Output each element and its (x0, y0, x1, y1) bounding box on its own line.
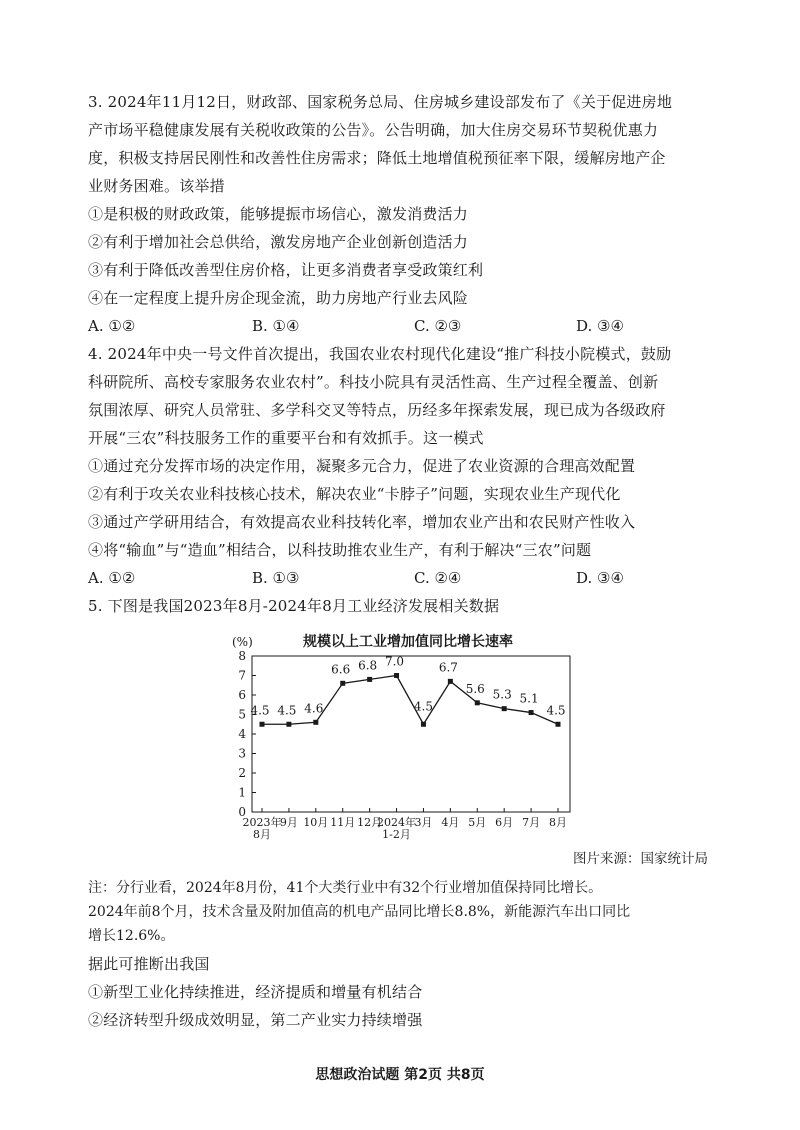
series-line (262, 676, 558, 725)
q3-stem-line: 业财务困难。该举措 (88, 177, 225, 195)
q3-statement: ③有利于降低改善型住房价格，让更多消费者享受政策红利 (88, 261, 484, 279)
x-tick-label: 1-2月 (382, 828, 411, 841)
x-tick-label: 10月 (303, 816, 329, 829)
q4-statement: ③通过产学研用结合，有效提高农业科技转化率，增加农业产出和农民财产性收入 (88, 513, 636, 531)
data-point-marker (448, 679, 453, 684)
x-tick-label: 12月 (357, 816, 383, 829)
y-tick-label: 1 (238, 785, 246, 800)
data-point-marker (502, 706, 507, 711)
q4-option-b[interactable]: B. ①③ (252, 569, 300, 587)
x-tick-label: 4月 (441, 816, 460, 829)
q4-option-a[interactable]: A. ①② (88, 569, 136, 587)
growth-line-chart (232, 628, 572, 850)
data-point-marker (286, 722, 291, 727)
q5-note-line: 增长12.6%。 (88, 928, 175, 944)
page-footer: 思想政治试题 第2页 共8页 (315, 1067, 485, 1083)
y-tick-label: 5 (238, 707, 246, 722)
data-value-label: 4.5 (277, 703, 297, 718)
y-axis-unit-label: (%) (232, 635, 253, 649)
x-tick-label: 5月 (468, 816, 487, 829)
data-point-marker (313, 720, 318, 725)
data-value-label: 6.7 (438, 660, 458, 675)
data-value-label: 5.6 (465, 681, 485, 696)
plot-frame (252, 656, 570, 812)
x-tick-label: 8月 (253, 828, 271, 841)
q3-options (88, 314, 728, 338)
x-tick-label: 7月 (522, 816, 541, 829)
q5-stem: 5. 下图是我国2023年8月-2024年8月工业经济发展相关数据 (88, 597, 500, 615)
q4-stem-line: 开展“三农”科技服务工作的重要平台和有效抓手。这一模式 (88, 429, 484, 447)
y-tick-label: 4 (238, 727, 246, 741)
y-tick-label: 6 (238, 688, 246, 702)
x-tick-label: 2023年 (242, 816, 282, 829)
q5-note-line: 注：分行业看，2024年8月份，41个大类行业中有32个行业增加值保持同比增长。 (88, 880, 603, 896)
q5-note-line: 2024年前8个月，技术含量及附加值高的机电产品同比增长8.8%，新能源汽车出口同比 (88, 904, 631, 920)
data-value-label: 5.1 (519, 691, 539, 706)
data-value-label: 4.5 (413, 699, 434, 714)
data-point-marker (394, 673, 399, 678)
data-value-label: 4.5 (250, 703, 270, 718)
data-value-label: 6.6 (331, 662, 351, 677)
q5-lead: 据此可推断出我国 (88, 955, 210, 973)
data-point-marker (556, 722, 561, 727)
q3-option-b[interactable]: B. ①④ (252, 317, 300, 335)
q3-statement: ②有利于增加社会总供给，激发房地产企业创新创造活力 (88, 233, 469, 251)
x-tick-label: 6月 (495, 816, 514, 829)
data-point-marker (421, 722, 426, 727)
chart-title: 规模以上工业增加值同比增长速率 (303, 634, 513, 650)
q4-statement: ④将“输血”与“造血”相结合，以科技助推农业生产，有利于解决“三农”问题 (88, 541, 592, 559)
data-value-label: 4.6 (304, 701, 324, 716)
q4-options (88, 566, 728, 590)
data-point-marker (475, 700, 480, 705)
data-point-marker (260, 722, 265, 727)
x-tick-label: 3月 (414, 816, 433, 829)
y-tick-label: 8 (238, 649, 246, 663)
data-value-label: 7.0 (384, 654, 405, 669)
x-tick-label: 2024年 (377, 816, 417, 829)
q3-stem-line: 3. 2024年11月12日，财政部、国家税务总局、住房城乡建设部发布了《关于促进房地 (88, 93, 673, 111)
q4-option-d[interactable]: D. ③④ (576, 569, 624, 587)
x-tick-label: 8月 (549, 816, 567, 829)
q3-statement: ①是积极的财政政策，能够提振市场信心，激发消费活力 (88, 205, 469, 223)
q3-option-d[interactable]: D. ③④ (576, 317, 624, 335)
data-value-label: 5.3 (492, 687, 512, 702)
chart-svg (232, 628, 572, 850)
y-tick-label: 7 (238, 668, 246, 683)
chart-source: 图片来源：国家统计局 (573, 851, 708, 867)
y-tick-label: 3 (238, 746, 246, 761)
q4-statement: ②有利于攻关农业科技核心技术，解决农业“卡脖子”问题，实现农业生产现代化 (88, 485, 621, 503)
q4-option-c[interactable]: C. ②④ (414, 569, 462, 587)
q4-stem-line: 4. 2024年中央一号文件首次提出，我国农业农村现代化建设“推广科技小院模式，鼓励 (88, 345, 672, 363)
q3-option-c[interactable]: C. ②③ (414, 317, 462, 335)
q3-stem-line: 度，积极支持居民刚性和改善性住房需求；降低土地增值税预征率下限，缓解房地产企 (88, 149, 666, 167)
x-tick-label: 9月 (279, 816, 298, 829)
q4-statement: ①通过充分发挥市场的决定作用，凝聚多元合力，促进了农业资源的合理高效配置 (88, 457, 636, 475)
x-tick-label: 11月 (330, 816, 356, 829)
q5-statement: ①新型工业化持续推进，经济提质和增量有机结合 (88, 983, 423, 1001)
data-value-label: 4.5 (546, 703, 566, 718)
data-point-marker (529, 710, 534, 715)
data-point-marker (340, 681, 345, 686)
q3-statement: ④在一定程度上提升房企现金流，助力房地产行业去风险 (88, 289, 469, 307)
data-value-label: 6.8 (358, 658, 378, 673)
y-tick-label: 0 (238, 805, 246, 819)
q4-stem-line: 氛围浓厚、研究人员常驻、多学科交叉等特点，历经多年探索发展，现已成为各级政府 (88, 401, 666, 419)
y-tick-label: 2 (238, 766, 246, 780)
q4-stem-line: 科研院所、高校专家服务农业农村”。科技小院具有灵活性高、生产过程全覆盖、创新 (88, 373, 659, 391)
q3-option-a[interactable]: A. ①② (88, 317, 136, 335)
q3-stem-line: 产市场平稳健康发展有关税收政策的公告》。公告明确，加大住房交易环节契税优惠力 (88, 121, 659, 139)
q5-statement: ②经济转型升级成效明显，第二产业实力持续增强 (88, 1011, 423, 1029)
data-point-marker (367, 677, 372, 682)
